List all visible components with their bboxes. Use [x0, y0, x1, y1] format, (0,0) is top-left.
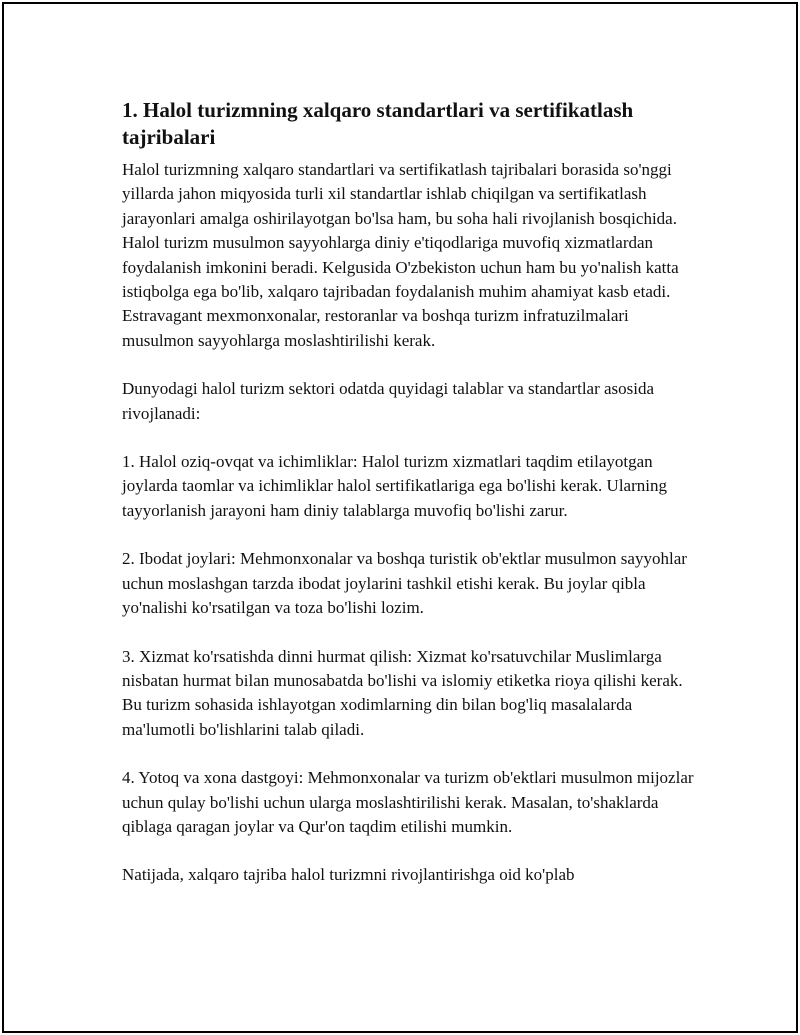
intro-paragraph: Halol turizmning xalqaro standartlari va sertifikatlash tajribalari borasida so'nggi yillarda jahon miqyosida turli xil standartlar ishlab chiqilgan va sertifikatlash jarayonlari amalga oshirilayotgan bo'lsa ham, bu soha hali rivojlanish bosqichida. Halol turizm musulmon sayyohlarga diniy e'tiqodlariga muvofiq xizmatlardan foydalanish imkonini beradi. Kelgusida O'zbekiston uchun ham bu yo'nalish katta istiqbolga ega bo'lib, xalqaro tajribadan foydalanish muhim ahamiyat kasb etadi. Estravagant mexmonxonalar, restoranlar va boshqa turizm infratuzilmalari musulmon sayyohlarga moslashtirilishi kerak.	[122, 160, 679, 350]
list-item-rooms: 4. Yotoq va xona dastgoyi: Mehmonxonalar va turizm ob'ektlari musulmon mijozlar uchun qulay bo'lishi uchun ularga moslashtirilishi kerak. Masalan, to'shaklarda qiblaga qaragan joylar va Qur'on taqdim etilishi mumkin.	[122, 768, 694, 836]
list-item-religious-respect: 3. Xizmat ko'rsatishda dinni hurmat qilish: Xizmat ko'rsatuvchilar Muslimlarga nisbatan hurmat bilan munosabatda bo'lishi va islomiy etiketka rioya qilishi kerak. Bu turizm sohasida ishlayotgan xodimlarning din bilan bog'liq masalalarda ma'lumotli bo'lishlarini talab qiladi.	[122, 646, 683, 739]
page-frame	[2, 2, 798, 1033]
conclusion-paragraph: Natijada, xalqaro tajriba halol turizmni rivojlantirishga oid ko'plab	[122, 865, 575, 885]
list-item-prayer-places: 2. Ibodat joylari: Mehmonxonalar va boshqa turistik ob'ektlar musulmon sayyohlar uchun moslashgan tarzda ibodat joylarini tashkil etishi kerak. Bu joylar qibla yo'nalishi ko'rsatilgan va toza bo'lishi lozim.	[122, 549, 687, 618]
list-item-halal-food: 1. Halol oziq-ovqat va ichimliklar: Halol turizm xizmatlari taqdim etilayotgan joylarda taomlar va ichimliklar halol sertifikatlariga ega bo'lishi kerak. Ularning tayyorlanish jarayoni ham diniy talablarga muvofiq bo'lishi zarur.	[122, 452, 667, 520]
document-body	[122, 97, 702, 912]
section-heading: 1. Halol turizmning xalqaro standartlari va sertifikatlash tajribalari	[122, 98, 634, 149]
standards-lead-paragraph: Dunyodagi halol turizm sektori odatda quyidagi talablar va standartlar asosida rivojlanadi:	[122, 379, 655, 423]
